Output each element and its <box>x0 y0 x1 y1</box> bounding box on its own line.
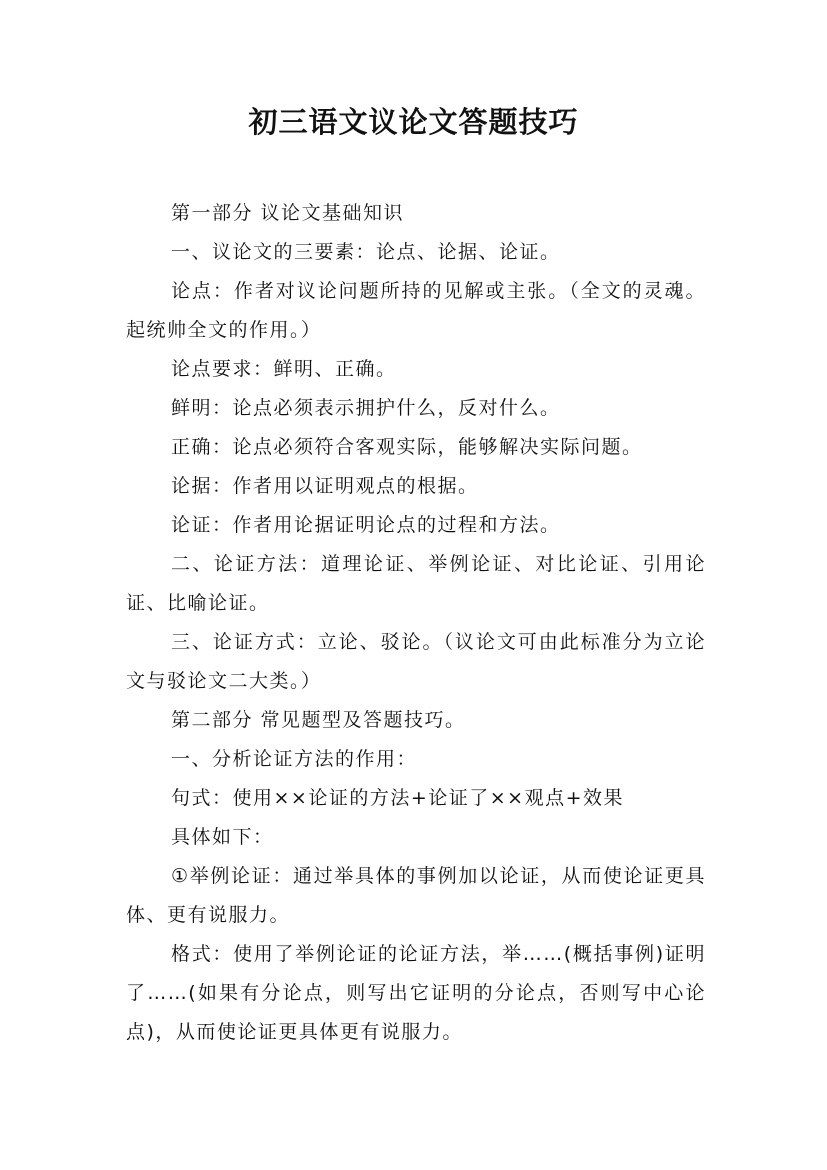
paragraph-details-intro: 具体如下： <box>171 826 274 848</box>
paragraph-argument-modes: 三、论证方式：立论、驳论。（议论文可由此标准分为立论文与驳论文二大类。） <box>126 631 706 692</box>
paragraph-analysis-heading: 一、分析论证方法的作用： <box>171 748 418 770</box>
paragraph-example-argument: ①举例论证：通过举具体的事例加以论证，从而使论证更具体、更有说服力。 <box>126 865 706 926</box>
paragraph-thesis-requirements: 论点要求：鲜明、正确。 <box>171 358 397 380</box>
paragraph-format: 格式：使用了举例论证的论证方法，举……(概括事例)证明了……(如果有分论点，则写出它证明的分论点，否则写中心论点)，从而使论证更具体更有说服力。 <box>126 943 706 1043</box>
paragraph-thesis-definition: 论点：作者对议论问题所持的见解或主张。（全文的灵魂。起统帅全文的作用。） <box>126 280 706 341</box>
paragraph-correct: 正确：论点必须符合客观实际，能够解决实际问题。 <box>171 436 643 458</box>
paragraph-sentence-pattern: 句式：使用××论证的方法+论证了××观点+效果 <box>171 787 625 809</box>
paragraph-part-one-heading: 第一部分 议论文基础知识 <box>171 202 405 224</box>
document-body <box>126 194 706 1052</box>
document-title: 初三语文议论文答题技巧 <box>248 105 579 139</box>
paragraph-evidence: 论据：作者用以证明观点的根据。 <box>171 475 479 497</box>
paragraph-part-two-heading: 第二部分 常见题型及答题技巧。 <box>171 709 466 731</box>
paragraph-argumentation: 论证：作者用论据证明论点的过程和方法。 <box>171 514 561 536</box>
paragraph-argument-methods: 二、论证方法：道理论证、举例论证、对比论证、引用论证、比喻论证。 <box>126 553 706 614</box>
paragraph-clear: 鲜明：论点必须表示拥护什么，反对什么。 <box>171 397 561 419</box>
paragraph-three-elements: 一、议论文的三要素：论点、论据、论证。 <box>171 241 561 263</box>
